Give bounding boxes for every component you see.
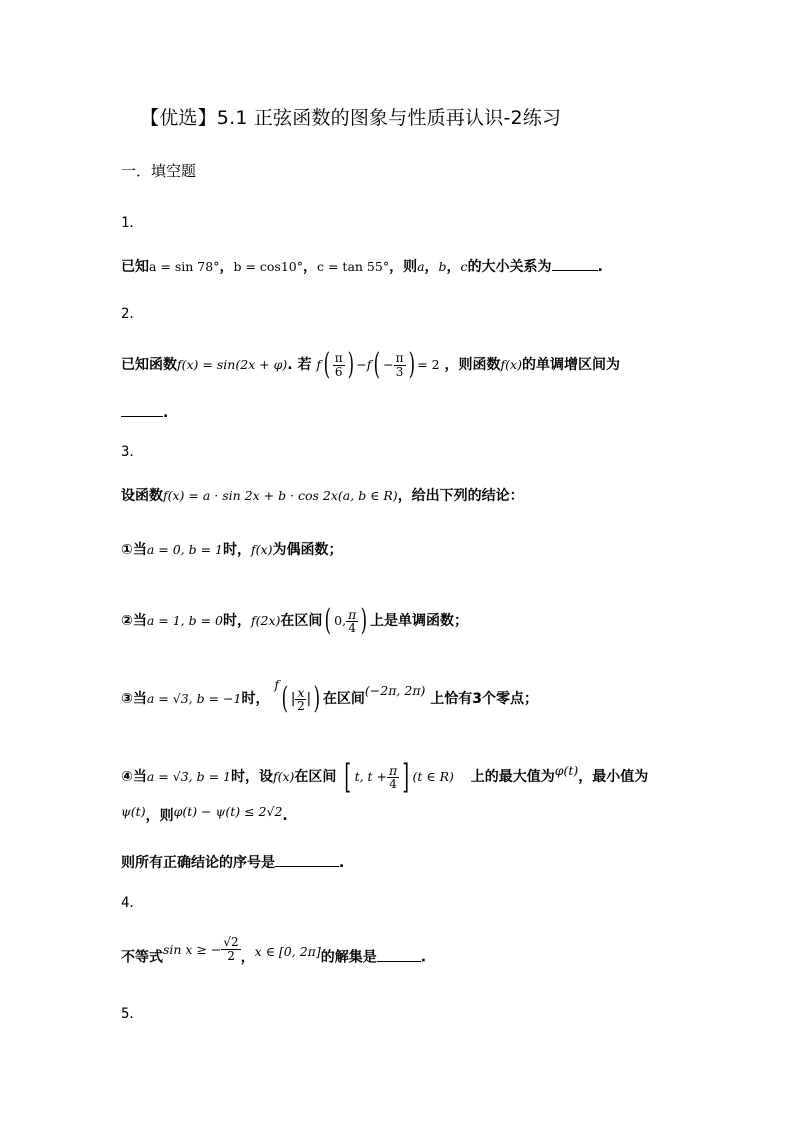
answer-blank-4	[377, 947, 421, 962]
question-1-number: 1．	[121, 215, 144, 231]
question-5-number: 5．	[121, 1006, 144, 1022]
question-4-number: 4．	[121, 895, 144, 911]
question-1-text: 已知a = sin 78°，b = cos10°，c = tan 55°，则a，b，c的大小关系为 .	[121, 256, 603, 277]
question-2-blank-line: .	[121, 402, 168, 423]
answer-blank-3	[275, 852, 339, 867]
section-heading: 一．填空题	[121, 162, 197, 180]
page-title: 【优选】5.1 正弦函数的图象与性质再认识-2练习	[140, 107, 562, 129]
conclusion-4: ④当a = √3, b = 1时，设f(x)在区间 [ t, t + $\frac{\pi}{4}$ ] (t ∈ R) 上的最大值为φ(t)，最小值为	[121, 757, 649, 797]
answer-blank-2	[121, 402, 163, 417]
question-3-ask: 则所有正确结论的序号是 .	[121, 852, 344, 873]
conclusion-4-cont: ψ(t)，则φ(t) − ψ(t) ≤ 2√2.	[121, 804, 288, 824]
conclusion-3: ③当a = √3, b = −1时， f( | $\frac{x}{2}$ |) 在区间(−2π, 2π) 上恰有3个零点；	[121, 677, 539, 716]
conclusion-1: ①当a = 0, b = 1时，f(x)为偶函数；	[121, 542, 343, 558]
answer-blank-1	[552, 256, 598, 271]
conclusion-2: ②当a = 1, b = 0时，f(2x)在区间( 0, $\frac{\pi}{4}$ ) 上是单调函数；	[121, 603, 468, 638]
question-3-intro: 设函数f(x) = a · sin 2x + b · cos 2x(a, b ∈ R)，给出下列的结论：	[121, 488, 524, 504]
question-4-text: 不等式sin x ≥ − $\frac{√2}{2}$ ，x ∈ [0, 2π]的解集是 .	[121, 935, 427, 966]
question-3-number: 3．	[121, 444, 144, 460]
question-2-number: 2．	[121, 306, 144, 322]
question-2-text: 已知函数f(x) = sin(2x + φ). 若 f( $\frac{\pi}{6}$ ) −f( − $\frac{\pi}{3}$ ) = 2 ，则函数f(x)的单调增区间为	[121, 347, 620, 382]
